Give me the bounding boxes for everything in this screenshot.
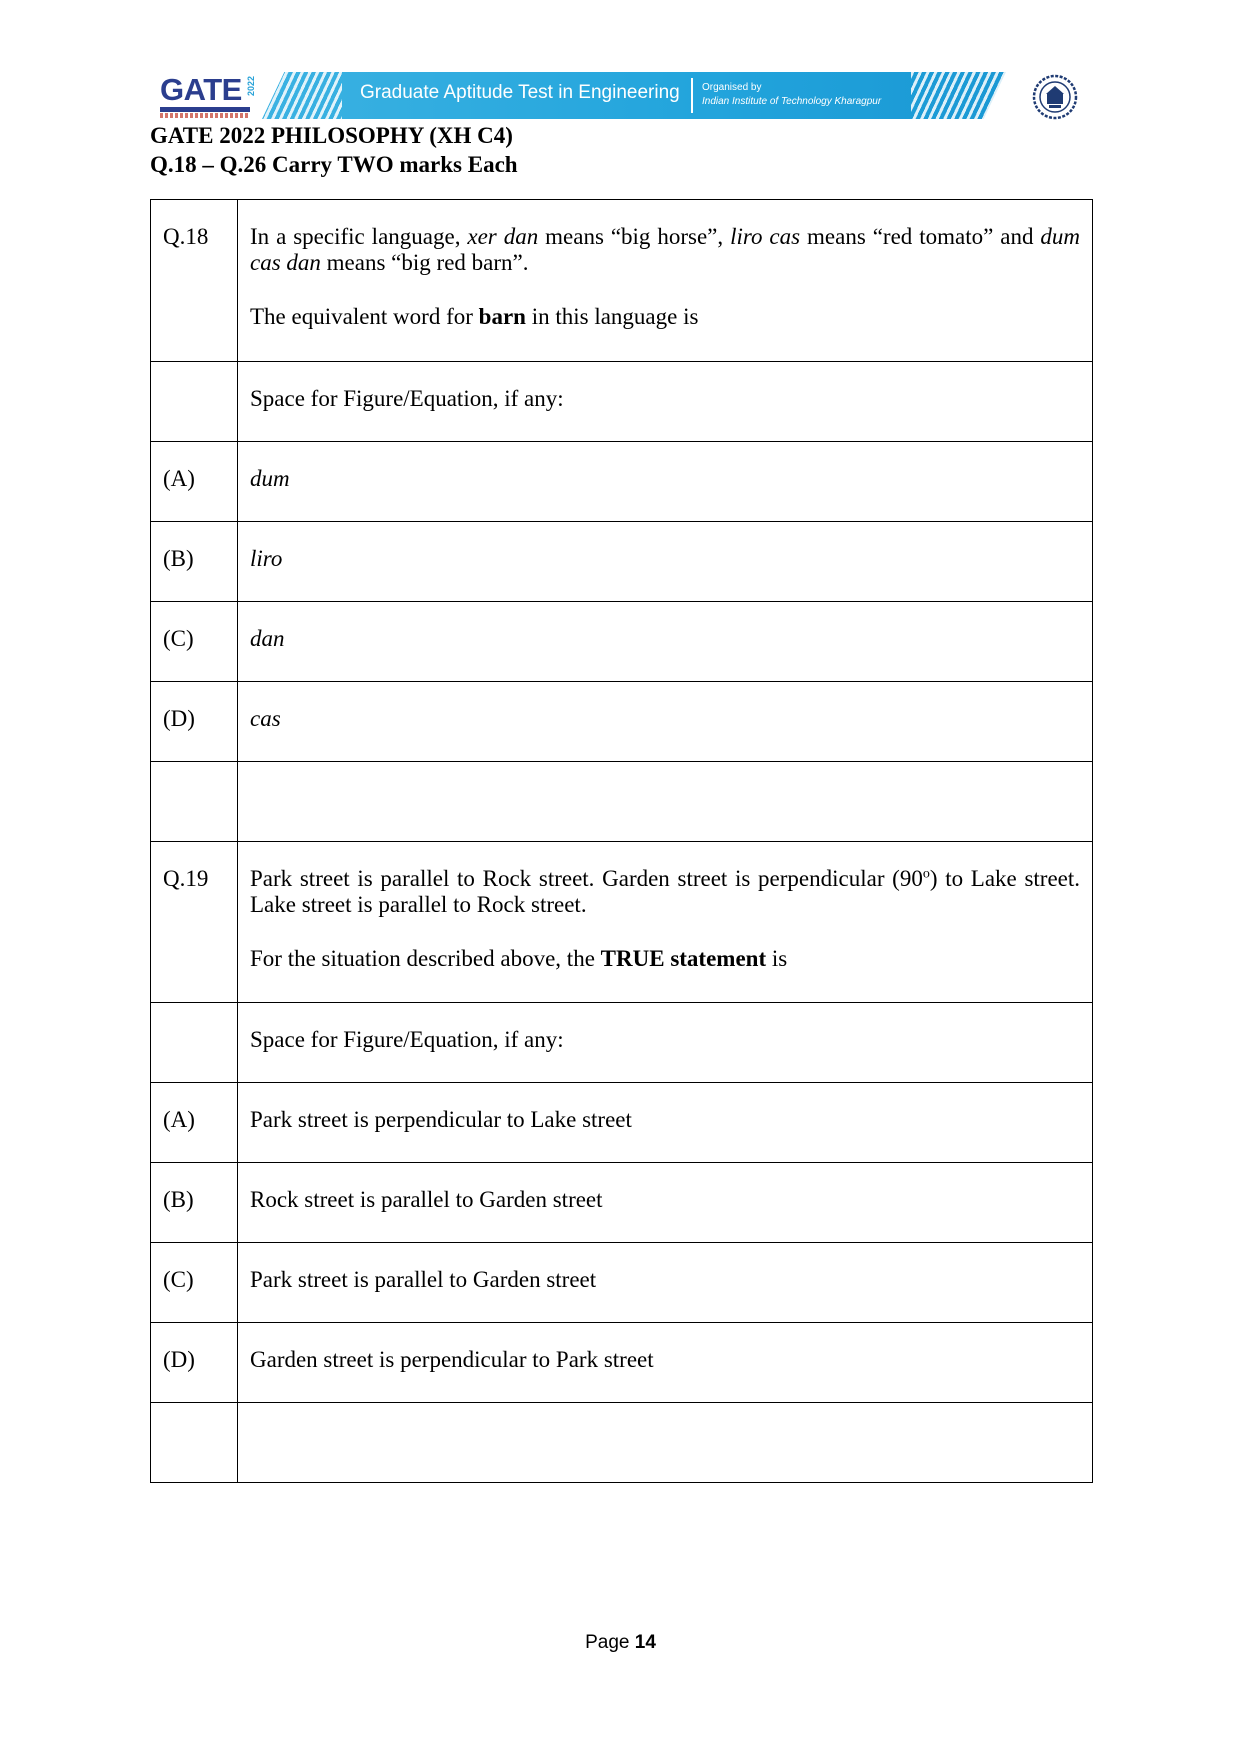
- table-row: [151, 761, 1092, 841]
- gate-logo: [160, 72, 256, 120]
- option-text: Garden street is perpendicular to Park street: [250, 1347, 654, 1372]
- option-text: cas: [250, 706, 281, 731]
- organised-by-label: Organised by: [702, 82, 762, 93]
- question-text: [238, 200, 1092, 361]
- logo-strip: [160, 107, 250, 112]
- empty-cell: [238, 762, 1092, 841]
- question-statement: In a specific language, xer dan means “big horse”, liro cas means “red tomato” and dum cas dan means “big red barn”.: [250, 224, 1081, 275]
- option-row: [151, 681, 1092, 761]
- option-row: [151, 601, 1092, 681]
- option-row: [151, 521, 1092, 601]
- empty-cell: [151, 1003, 238, 1082]
- option-label: (C): [151, 602, 238, 681]
- page-label: Page: [585, 1632, 630, 1653]
- empty-cell: [151, 362, 238, 441]
- banner-divider: [691, 78, 693, 113]
- option-text: dum: [250, 466, 290, 491]
- option-text: Rock street is parallel to Garden street: [250, 1187, 603, 1212]
- banner-stripes-right: [911, 72, 1006, 119]
- question-stem: The equivalent word for barn in this language is: [250, 304, 699, 329]
- option-text: Park street is parallel to Garden street: [250, 1267, 597, 1292]
- logo-year: 2022: [246, 76, 256, 97]
- table-row: [151, 200, 1092, 361]
- empty-cell: [151, 762, 238, 841]
- organiser-name: Indian Institute of Technology Kharagpur: [702, 96, 882, 107]
- figure-space-label: Space for Figure/Equation, if any:: [250, 1027, 564, 1052]
- page-number: [0, 1632, 1241, 1654]
- question-number: Q.18: [151, 200, 238, 361]
- iit-kharagpur-emblem-icon: [1032, 74, 1078, 120]
- option-text: Park street is perpendicular to Lake street: [250, 1107, 632, 1132]
- banner-title: Graduate Aptitude Test in Engineering: [360, 82, 680, 103]
- empty-cell: [151, 1403, 238, 1482]
- table-row: [151, 1402, 1092, 1482]
- logo-tagline-graphic: [160, 113, 250, 118]
- empty-cell: [238, 1403, 1092, 1482]
- figure-space-label: Space for Figure/Equation, if any:: [250, 386, 564, 411]
- option-row: [151, 441, 1092, 521]
- table-row: [151, 1002, 1092, 1082]
- question-table: [150, 199, 1093, 1483]
- table-row: [151, 841, 1092, 1002]
- option-row: [151, 1242, 1092, 1322]
- option-label: (B): [151, 1163, 238, 1242]
- option-label: (C): [151, 1243, 238, 1322]
- paper-title: GATE 2022 PHILOSOPHY (XH C4): [150, 123, 513, 148]
- banner-stripes-left: [262, 72, 342, 119]
- option-label: (D): [151, 1323, 238, 1402]
- question-statement: Park street is parallel to Rock street. Garden street is perpendicular (90$^o$) to Lake street. Lake street is parallel to Rock street.: [250, 866, 1081, 917]
- option-label: (A): [151, 442, 238, 521]
- question-number: Q.19: [151, 842, 238, 1002]
- option-row: [151, 1162, 1092, 1242]
- logo-text: GATE: [160, 72, 242, 107]
- option-label: (B): [151, 522, 238, 601]
- option-row: [151, 1322, 1092, 1402]
- table-row: [151, 361, 1092, 441]
- header-banner: [262, 72, 1006, 119]
- option-text: liro: [250, 546, 283, 571]
- option-label: (D): [151, 682, 238, 761]
- question-stem: For the situation described above, the TRUE statement is: [250, 946, 788, 971]
- page-number-value: 14: [634, 1632, 656, 1653]
- section-title: Q.18 – Q.26 Carry TWO marks Each: [150, 152, 518, 177]
- option-text: dan: [250, 626, 285, 651]
- option-label: (A): [151, 1083, 238, 1162]
- question-text: [238, 842, 1092, 1002]
- option-row: [151, 1082, 1092, 1162]
